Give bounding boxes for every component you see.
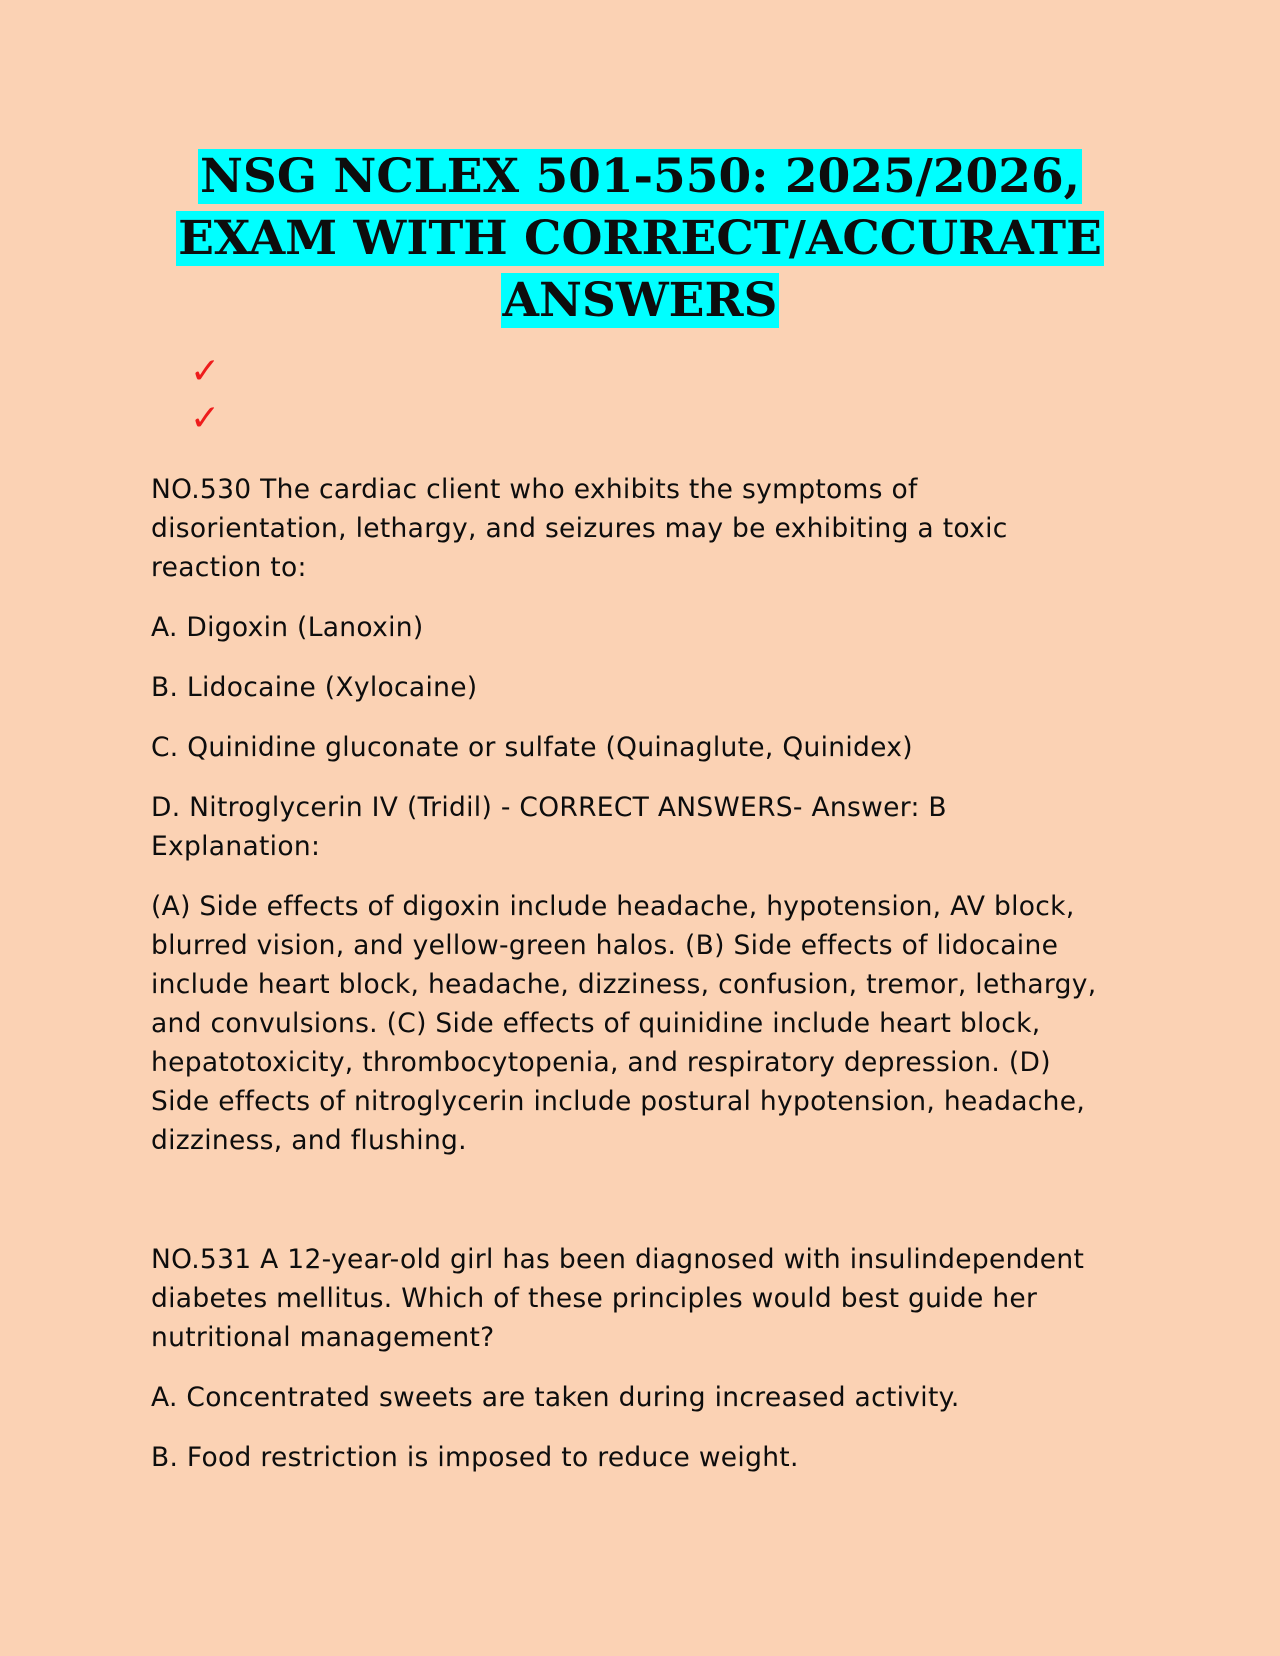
title-line-2-text: EXAM WITH CORRECT/ACCURATE (178, 211, 1102, 266)
document-body (151, 470, 1111, 1498)
question-531-option-b: B. Food restriction is imposed to reduce weight. (151, 1442, 799, 1473)
title-line-1 (150, 146, 1130, 208)
title-line-3 (150, 270, 1130, 332)
question-530-option-d-answer: D. Nitroglycerin IV (Tridil) - CORRECT ANSWERS- Answer: B Explanation: (151, 792, 947, 862)
question-531-option-a: A. Concentrated sweets are taken during increased activity. (151, 1382, 960, 1413)
question-530-explanation: (A) Side effects of digoxin include headache, hypotension, AV block, blurred vision, and yellow-green halos. (B) Side effects of lidocaine include heart block, headache, dizziness, confusion, tremor, lethargy, and convulsions. (C) Side effects of quinidine include heart block, hepatotoxicity, thrombocytopenia, and respiratory depression. (D) Side effects of nitroglycerin include postural hypotension, headache, dizziness, and flushing. (151, 891, 1097, 1156)
question-530-stem: NO.530 The cardiac client who exhibits the symptoms of disorientation, lethargy, and seizures may be exhibiting a toxic reaction to: (151, 474, 1008, 583)
question-530-option-b: B. Lidocaine (Xylocaine) (151, 672, 478, 703)
document-title (150, 146, 1130, 332)
question-530-option-c: C. Quinidine gluconate or sulfate (Quinaglute, Quinidex) (151, 732, 913, 763)
check-mark-icon: ✓ (190, 351, 221, 392)
title-line-2 (150, 208, 1130, 270)
title-line-1-text: NSG NCLEX 501-550: 2025/2026, (199, 149, 1081, 204)
title-line-3-text: ANSWERS (502, 273, 778, 328)
check-mark-list (190, 348, 250, 442)
check-mark-icon: ✓ (190, 398, 221, 439)
question-531-stem: NO.531 A 12-year-old girl has been diagnosed with insulindependent diabetes mellitus. Which of these principles would best guide her nutritional management? (151, 1244, 1085, 1353)
question-530-option-a: A. Digoxin (Lanoxin) (151, 612, 424, 643)
